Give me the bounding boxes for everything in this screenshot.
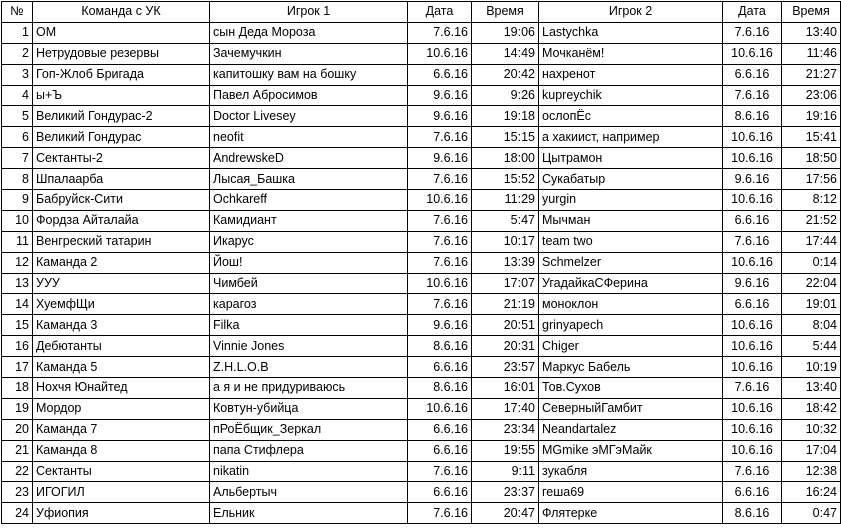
cell-team: Великий Гондурас [33,127,210,148]
table-row [2,398,841,419]
cell-player2: team two [539,231,723,252]
table-row [2,357,841,378]
cell-player1: Filka [210,315,408,336]
cell-team: Венгреский татарин [33,231,210,252]
cell-team: Фордза Айталайа [33,210,210,231]
cell-player2: геша69 [539,482,723,503]
cell-date2: 10.6.16 [723,148,782,169]
cell-date2: 9.6.16 [723,169,782,190]
cell-number: 11 [2,231,33,252]
cell-team: Дебютанты [33,336,210,357]
cell-player2: моноклон [539,294,723,315]
cell-time2: 5:44 [782,336,841,357]
table-row [2,273,841,294]
cell-time2: 17:04 [782,440,841,461]
cell-date2: 7.6.16 [723,231,782,252]
cell-time1: 19:55 [472,440,539,461]
cell-date1: 9.6.16 [408,106,472,127]
cell-time2: 18:42 [782,398,841,419]
cell-player1: Doctor Livesey [210,106,408,127]
cell-time1: 21:19 [472,294,539,315]
cell-player2: ослопЁс [539,106,723,127]
cell-date1: 10.6.16 [408,190,472,211]
cell-player2: нахренот [539,64,723,85]
cell-date2: 6.6.16 [723,294,782,315]
header-player1: Игрок 1 [210,2,408,23]
cell-date1: 7.6.16 [408,231,472,252]
cell-time2: 12:38 [782,461,841,482]
cell-player2: Цытрамон [539,148,723,169]
cell-time1: 14:49 [472,43,539,64]
cell-time2: 17:56 [782,169,841,190]
cell-date2: 8.6.16 [723,503,782,524]
cell-time1: 9:26 [472,85,539,106]
cell-player2: Тов.Сухов [539,378,723,399]
cell-date1: 10.6.16 [408,43,472,64]
cell-player1: карагоз [210,294,408,315]
table-row [2,440,841,461]
cell-number: 13 [2,273,33,294]
table-row [2,210,841,231]
cell-player2: yurgin [539,190,723,211]
cell-time2: 13:40 [782,22,841,43]
cell-number: 7 [2,148,33,169]
cell-time1: 20:42 [472,64,539,85]
cell-time1: 23:34 [472,419,539,440]
cell-number: 20 [2,419,33,440]
cell-player2: Chiger [539,336,723,357]
cell-player2: kupreychik [539,85,723,106]
table-row [2,315,841,336]
cell-date2: 10.6.16 [723,315,782,336]
cell-player2: Мочканём! [539,43,723,64]
cell-date1: 7.6.16 [408,461,472,482]
cell-time2: 10:32 [782,419,841,440]
cell-date1: 7.6.16 [408,210,472,231]
cell-date2: 9.6.16 [723,273,782,294]
cell-date1: 7.6.16 [408,294,472,315]
table-row [2,64,841,85]
table-row [2,252,841,273]
table-row [2,190,841,211]
cell-team: Шпалаарба [33,169,210,190]
cell-time2: 8:12 [782,190,841,211]
cell-player1: nikatin [210,461,408,482]
cell-number: 1 [2,22,33,43]
cell-date2: 10.6.16 [723,190,782,211]
header-team: Команда с УК [33,2,210,23]
cell-time2: 13:40 [782,378,841,399]
cell-date2: 10.6.16 [723,398,782,419]
cell-time2: 15:41 [782,127,841,148]
cell-player1: Чимбей [210,273,408,294]
cell-player1: Икарус [210,231,408,252]
cell-player2: а хакиист, например [539,127,723,148]
cell-player1: пРоЁбщик_Зеркал [210,419,408,440]
cell-date1: 9.6.16 [408,148,472,169]
table-row [2,43,841,64]
cell-player1: Альбертыч [210,482,408,503]
cell-date1: 8.6.16 [408,378,472,399]
cell-team: Каманда 2 [33,252,210,273]
cell-date1: 6.6.16 [408,357,472,378]
cell-team: Сектанты [33,461,210,482]
cell-time1: 11:29 [472,190,539,211]
cell-player2: MGmike эМГэМайк [539,440,723,461]
cell-team: ы+Ъ [33,85,210,106]
cell-time2: 19:16 [782,106,841,127]
cell-date2: 6.6.16 [723,210,782,231]
cell-player2: СеверныйГамбит [539,398,723,419]
cell-date1: 7.6.16 [408,503,472,524]
cell-date2: 6.6.16 [723,64,782,85]
cell-time1: 13:39 [472,252,539,273]
cell-date2: 10.6.16 [723,336,782,357]
cell-player1: Z.H.L.O.B [210,357,408,378]
cell-number: 17 [2,357,33,378]
cell-date1: 6.6.16 [408,64,472,85]
cell-date1: 7.6.16 [408,127,472,148]
cell-time1: 17:40 [472,398,539,419]
cell-time1: 17:07 [472,273,539,294]
header-row [2,2,841,23]
cell-date1: 6.6.16 [408,419,472,440]
table-row [2,106,841,127]
cell-team: ИГОГИЛ [33,482,210,503]
cell-number: 23 [2,482,33,503]
cell-date1: 6.6.16 [408,482,472,503]
header-time1: Время [472,2,539,23]
cell-player2: Маркус Бабель [539,357,723,378]
cell-player2: зукабля [539,461,723,482]
cell-player2: Neandartalez [539,419,723,440]
cell-time2: 10:19 [782,357,841,378]
cell-time2: 23:06 [782,85,841,106]
cell-date1: 10.6.16 [408,398,472,419]
cell-player1: а я и не придуриваюсь [210,378,408,399]
cell-player2: Сукабатыр [539,169,723,190]
cell-time2: 21:52 [782,210,841,231]
table-row [2,503,841,524]
cell-number: 21 [2,440,33,461]
schedule-table [1,1,841,524]
header-player2: Игрок 2 [539,2,723,23]
cell-time2: 11:46 [782,43,841,64]
cell-team: ХуемфЩи [33,294,210,315]
cell-team: ОМ [33,22,210,43]
cell-player2: УгадайкаСФерина [539,273,723,294]
table-row [2,482,841,503]
cell-date1: 9.6.16 [408,85,472,106]
cell-time1: 20:47 [472,503,539,524]
cell-team: Каманда 3 [33,315,210,336]
cell-time2: 18:50 [782,148,841,169]
cell-date1: 8.6.16 [408,336,472,357]
header-time2: Время [782,2,841,23]
cell-player2: Schmelzer [539,252,723,273]
cell-number: 19 [2,398,33,419]
cell-time1: 23:37 [472,482,539,503]
cell-team: Нохчя Юнайтед [33,378,210,399]
cell-team: Сектанты-2 [33,148,210,169]
cell-player1: Зачемучкин [210,43,408,64]
cell-number: 15 [2,315,33,336]
cell-number: 2 [2,43,33,64]
cell-time1: 20:51 [472,315,539,336]
cell-team: Каманда 8 [33,440,210,461]
cell-time1: 19:18 [472,106,539,127]
cell-date2: 7.6.16 [723,378,782,399]
cell-number: 6 [2,127,33,148]
cell-player1: папа Стифлера [210,440,408,461]
cell-date2: 7.6.16 [723,22,782,43]
cell-player1: Ochkareff [210,190,408,211]
cell-time1: 15:15 [472,127,539,148]
header-date1: Дата [408,2,472,23]
header-number: № [2,2,33,23]
cell-number: 4 [2,85,33,106]
cell-player2: grinyapech [539,315,723,336]
cell-time2: 17:44 [782,231,841,252]
cell-time1: 19:06 [472,22,539,43]
cell-number: 16 [2,336,33,357]
cell-player1: Ельник [210,503,408,524]
cell-time1: 20:31 [472,336,539,357]
cell-player1: Лысая_Башка [210,169,408,190]
cell-time1: 5:47 [472,210,539,231]
cell-date2: 7.6.16 [723,461,782,482]
cell-time1: 23:57 [472,357,539,378]
cell-team: Великий Гондурас-2 [33,106,210,127]
table-row [2,127,841,148]
cell-time2: 22:04 [782,273,841,294]
cell-team: Уфиопия [33,503,210,524]
cell-player1: Ковтун-убийца [210,398,408,419]
cell-player1: Павел Абросимов [210,85,408,106]
cell-time1: 16:01 [472,378,539,399]
cell-team: УУУ [33,273,210,294]
cell-player1: сын Деда Мороза [210,22,408,43]
table-row [2,378,841,399]
cell-time2: 19:01 [782,294,841,315]
cell-date2: 10.6.16 [723,127,782,148]
cell-time1: 10:17 [472,231,539,252]
table-row [2,294,841,315]
cell-time2: 0:47 [782,503,841,524]
cell-time1: 9:11 [472,461,539,482]
cell-date2: 10.6.16 [723,357,782,378]
table-row [2,22,841,43]
cell-time1: 15:52 [472,169,539,190]
cell-player1: Камидиант [210,210,408,231]
cell-time2: 16:24 [782,482,841,503]
cell-number: 24 [2,503,33,524]
cell-team: Мордор [33,398,210,419]
table-row [2,336,841,357]
cell-date2: 10.6.16 [723,43,782,64]
cell-player1: neofit [210,127,408,148]
cell-player1: Йош! [210,252,408,273]
cell-date2: 8.6.16 [723,106,782,127]
cell-date1: 7.6.16 [408,22,472,43]
cell-number: 10 [2,210,33,231]
cell-player1: Vinnie Jones [210,336,408,357]
cell-date1: 6.6.16 [408,440,472,461]
cell-number: 9 [2,190,33,211]
cell-player2: Мычман [539,210,723,231]
cell-number: 3 [2,64,33,85]
cell-time2: 0:14 [782,252,841,273]
cell-date2: 10.6.16 [723,440,782,461]
cell-player1: капитошку вам на бошку [210,64,408,85]
cell-date2: 6.6.16 [723,482,782,503]
cell-player2: Lastychka [539,22,723,43]
cell-date1: 10.6.16 [408,273,472,294]
cell-time2: 21:27 [782,64,841,85]
cell-date2: 7.6.16 [723,85,782,106]
cell-date2: 10.6.16 [723,419,782,440]
cell-team: Бабруйск-Сити [33,190,210,211]
cell-team: Каманда 7 [33,419,210,440]
cell-number: 18 [2,378,33,399]
table-row [2,419,841,440]
cell-time1: 18:00 [472,148,539,169]
cell-player1: AndrewskeD [210,148,408,169]
cell-number: 14 [2,294,33,315]
cell-date2: 10.6.16 [723,252,782,273]
cell-number: 5 [2,106,33,127]
cell-number: 22 [2,461,33,482]
cell-number: 12 [2,252,33,273]
cell-number: 8 [2,169,33,190]
table-row [2,148,841,169]
cell-date1: 7.6.16 [408,169,472,190]
cell-team: Нетрудовые резервы [33,43,210,64]
header-date2: Дата [723,2,782,23]
cell-date1: 9.6.16 [408,315,472,336]
table-row [2,169,841,190]
cell-team: Гоп-Жлоб Бригада [33,64,210,85]
cell-player2: Флятерке [539,503,723,524]
table-row [2,461,841,482]
cell-team: Каманда 5 [33,357,210,378]
cell-date1: 7.6.16 [408,252,472,273]
table-row [2,85,841,106]
table-row [2,231,841,252]
cell-time2: 8:04 [782,315,841,336]
